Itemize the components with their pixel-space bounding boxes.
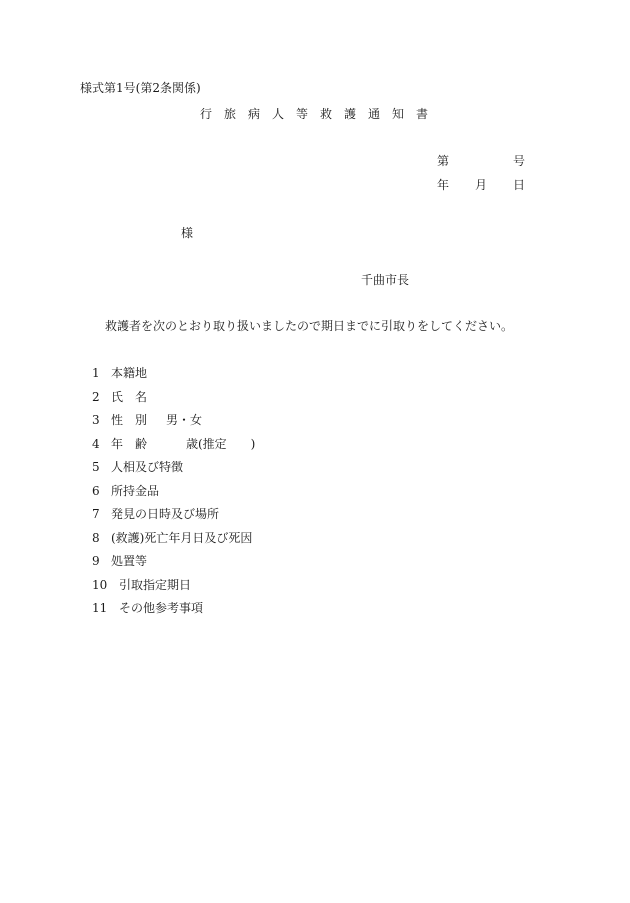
list-item	[92, 412, 255, 436]
item-label: (救護)死亡年月日及び死因	[111, 530, 253, 545]
item-label: 年 齢	[111, 436, 148, 451]
number-prefix: 第	[437, 154, 450, 168]
year-label: 年	[437, 178, 450, 192]
item-number: 1	[92, 366, 100, 380]
item-number: 3	[92, 413, 100, 427]
item-number: 7	[92, 507, 100, 521]
document-number-line	[437, 153, 525, 169]
list-item	[92, 436, 255, 460]
list-item	[92, 553, 255, 577]
addressee-honorific: 様	[181, 226, 194, 240]
item-value: 歳(推定 )	[186, 436, 256, 451]
day-label: 日	[513, 178, 526, 192]
item-value: 男・女	[166, 413, 203, 427]
month-label: 月	[475, 178, 488, 192]
list-item	[92, 459, 255, 483]
list-item	[92, 530, 255, 554]
item-number: 10	[92, 577, 108, 592]
list-item	[92, 365, 255, 389]
item-label: 氏 名	[111, 389, 148, 404]
item-number: 9	[92, 554, 100, 568]
document-title: 行 旅 病 人 等 救 護 通 知 書	[200, 107, 429, 121]
body-text: 救護者を次のとおり取り扱いましたので期日までに引取りをしてください。	[105, 319, 514, 333]
item-number: 6	[92, 483, 100, 498]
item-label: 発見の日時及び場所	[111, 507, 220, 521]
item-label: その他参考事項	[119, 601, 204, 615]
item-number: 11	[92, 601, 108, 615]
item-label: 引取指定期日	[119, 577, 192, 592]
form-number: 様式第1号(第2条関係)	[80, 81, 201, 95]
item-label: 人相及び特徴	[111, 460, 184, 474]
number-suffix: 号	[513, 154, 526, 168]
sender-name: 千曲市長	[361, 273, 410, 287]
item-label: 本籍地	[111, 366, 148, 380]
list-item	[92, 506, 255, 530]
item-label: 処置等	[111, 554, 148, 568]
item-label: 性 別	[111, 413, 148, 427]
list-item	[92, 389, 255, 413]
list-item	[92, 577, 255, 601]
item-list	[92, 365, 255, 624]
item-number: 5	[92, 460, 100, 474]
list-item	[92, 600, 255, 624]
item-number: 2	[92, 389, 100, 404]
item-label: 所持金品	[111, 483, 160, 498]
list-item	[92, 483, 255, 507]
item-number: 4	[92, 436, 100, 451]
date-line	[437, 177, 525, 193]
item-number: 8	[92, 530, 100, 545]
